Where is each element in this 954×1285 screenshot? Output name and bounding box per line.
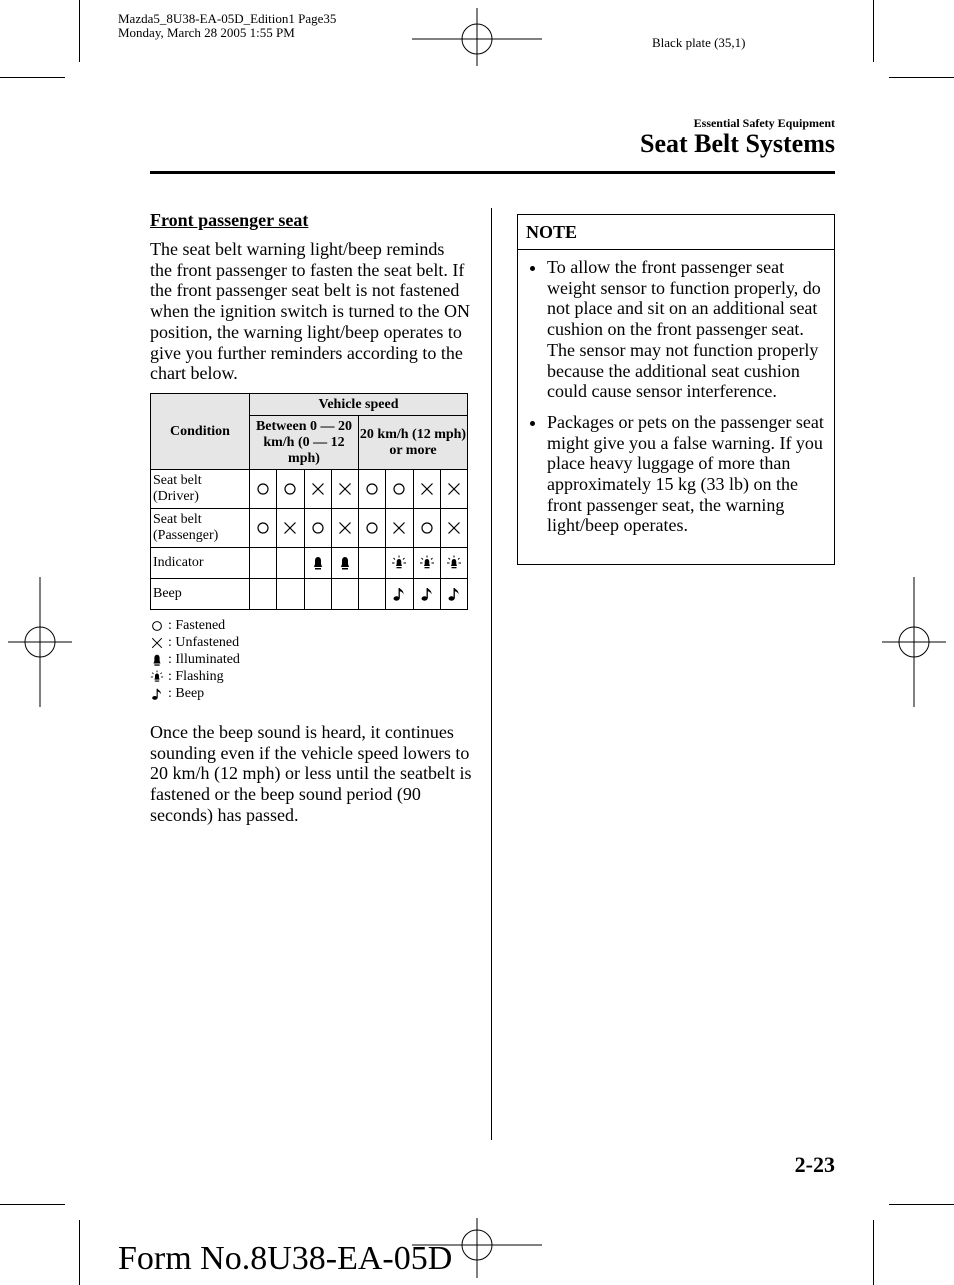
row-label: Seat belt (Passenger) [151, 509, 250, 548]
table-cell [250, 470, 277, 509]
column-divider [491, 208, 492, 1140]
flashing-icon [391, 555, 407, 571]
legend-item [150, 651, 240, 668]
legend-item [150, 668, 240, 685]
note-item: • To allow the front passenger seat weight sensor to function properly, do not place and sit on an additional seat cushion on the front passenger seat. The sensor may not function properly because the additional seat cushion could cause sensor interference. [547, 257, 826, 402]
beep-paragraph: Once the beep sound is heard, it continues sounding even if the vehicle speed lowers to 20 km/h (12 mph) or less until the seatbelt is fastened or the beep sound period (90 seconds) has passed. [150, 722, 472, 825]
beep-icon [419, 586, 435, 602]
legend-label: : Flashing [168, 669, 224, 684]
illuminated-icon [310, 555, 326, 571]
table-cell [359, 579, 386, 610]
table-cell [277, 470, 304, 509]
unfastened-icon [446, 520, 462, 536]
speed-high-header: 20 km/h (12 mph) or more [359, 416, 468, 470]
section-label: Essential Safety Equipment [693, 116, 835, 130]
fastened-icon [419, 520, 435, 536]
table-cell [250, 548, 277, 579]
fastened-icon [282, 481, 298, 497]
flashing-icon [446, 555, 462, 571]
plate-label: Black plate (35,1) [652, 35, 746, 50]
legend-item [150, 634, 240, 651]
table-row [151, 470, 468, 509]
unfastened-icon [337, 520, 353, 536]
table-cell [359, 470, 386, 509]
legend-item [150, 617, 240, 634]
condition-header: Condition [151, 394, 250, 470]
registration-mark-top [412, 8, 542, 68]
row-label: Indicator [151, 548, 250, 579]
illuminated-icon [150, 653, 164, 667]
legend-item [150, 685, 240, 702]
registration-mark-right [882, 577, 946, 707]
legend-label: : Beep [168, 686, 205, 701]
intro-paragraph: The seat belt warning light/beep reminds the front passenger to fasten the seat belt. If the front passenger seat belt is not fastened when the ignition switch is turned to the ON position, the warning light/beep operates to give you further reminders according to the chart below. [150, 239, 470, 384]
unfastened-icon [282, 520, 298, 536]
warning-chart-table [150, 393, 468, 610]
note-heading: NOTE [518, 215, 834, 250]
fastened-icon [310, 520, 326, 536]
table-cell [440, 548, 467, 579]
table-cell [386, 548, 413, 579]
table-cell [413, 509, 440, 548]
beep-icon [446, 586, 462, 602]
table-cell [413, 548, 440, 579]
row-label: Beep [151, 579, 250, 610]
fastened-icon [255, 481, 271, 497]
table-cell [277, 548, 304, 579]
illuminated-icon [337, 555, 353, 571]
fastened-icon [364, 520, 380, 536]
table-cell [386, 509, 413, 548]
legend-label: : Unfastened [168, 635, 240, 650]
table-cell [304, 470, 331, 509]
table-cell [304, 548, 331, 579]
beep-icon [391, 586, 407, 602]
table-row [151, 509, 468, 548]
form-number: Form No.8U38-EA-05D [118, 1240, 453, 1277]
note-box [517, 214, 835, 565]
unfastened-icon [446, 481, 462, 497]
fastened-icon [391, 481, 407, 497]
unfastened-icon [391, 520, 407, 536]
table-cell [331, 470, 358, 509]
fastened-icon [255, 520, 271, 536]
table-cell [440, 509, 467, 548]
unfastened-icon [337, 481, 353, 497]
page-title: Seat Belt Systems [640, 129, 835, 158]
table-cell [413, 470, 440, 509]
table-cell [250, 579, 277, 610]
print-meta-file: Mazda5_8U38-EA-05D_Edition1 Page35 [118, 11, 337, 26]
table-cell [386, 579, 413, 610]
legend [150, 617, 240, 702]
subheading: Front passenger seat [150, 210, 309, 230]
table-cell [331, 548, 358, 579]
print-meta-date: Monday, March 28 2005 1:55 PM [118, 25, 295, 40]
flashing-icon [419, 555, 435, 571]
registration-mark-left [8, 577, 72, 707]
table-cell [331, 509, 358, 548]
table-cell [440, 579, 467, 610]
print-meta [118, 12, 336, 40]
flashing-icon [150, 670, 164, 684]
table-cell [277, 509, 304, 548]
table-cell [304, 579, 331, 610]
table-cell [440, 470, 467, 509]
unfastened-icon [310, 481, 326, 497]
left-column [150, 210, 470, 384]
unfastened-icon [150, 636, 164, 650]
legend-label: : Fastened [168, 618, 226, 633]
table-row [151, 548, 468, 579]
unfastened-icon [419, 481, 435, 497]
page-number: 2-23 [794, 1152, 835, 1177]
table-cell [386, 470, 413, 509]
speed-low-header: Between 0 — 20 km/h (0 — 12 mph) [250, 416, 359, 470]
table-cell [331, 579, 358, 610]
table-cell [359, 509, 386, 548]
table-cell [413, 579, 440, 610]
table-cell [277, 579, 304, 610]
table-cell [250, 509, 277, 548]
beep-icon [150, 687, 164, 701]
fastened-icon [150, 619, 164, 633]
fastened-icon [364, 481, 380, 497]
vehicle-speed-header: Vehicle speed [250, 394, 468, 416]
row-label: Seat belt (Driver) [151, 470, 250, 509]
title-rule [150, 171, 835, 174]
note-list [518, 250, 834, 536]
table-row [151, 579, 468, 610]
table-cell [359, 548, 386, 579]
note-item: • Packages or pets on the passenger seat might give you a false warning. If you place heavy luggage of more than approximately 15 kg (33 lb) on the front passenger seat, the warning light/beep operates. [547, 412, 826, 536]
legend-label: : Illuminated [168, 652, 240, 667]
table-cell [304, 509, 331, 548]
